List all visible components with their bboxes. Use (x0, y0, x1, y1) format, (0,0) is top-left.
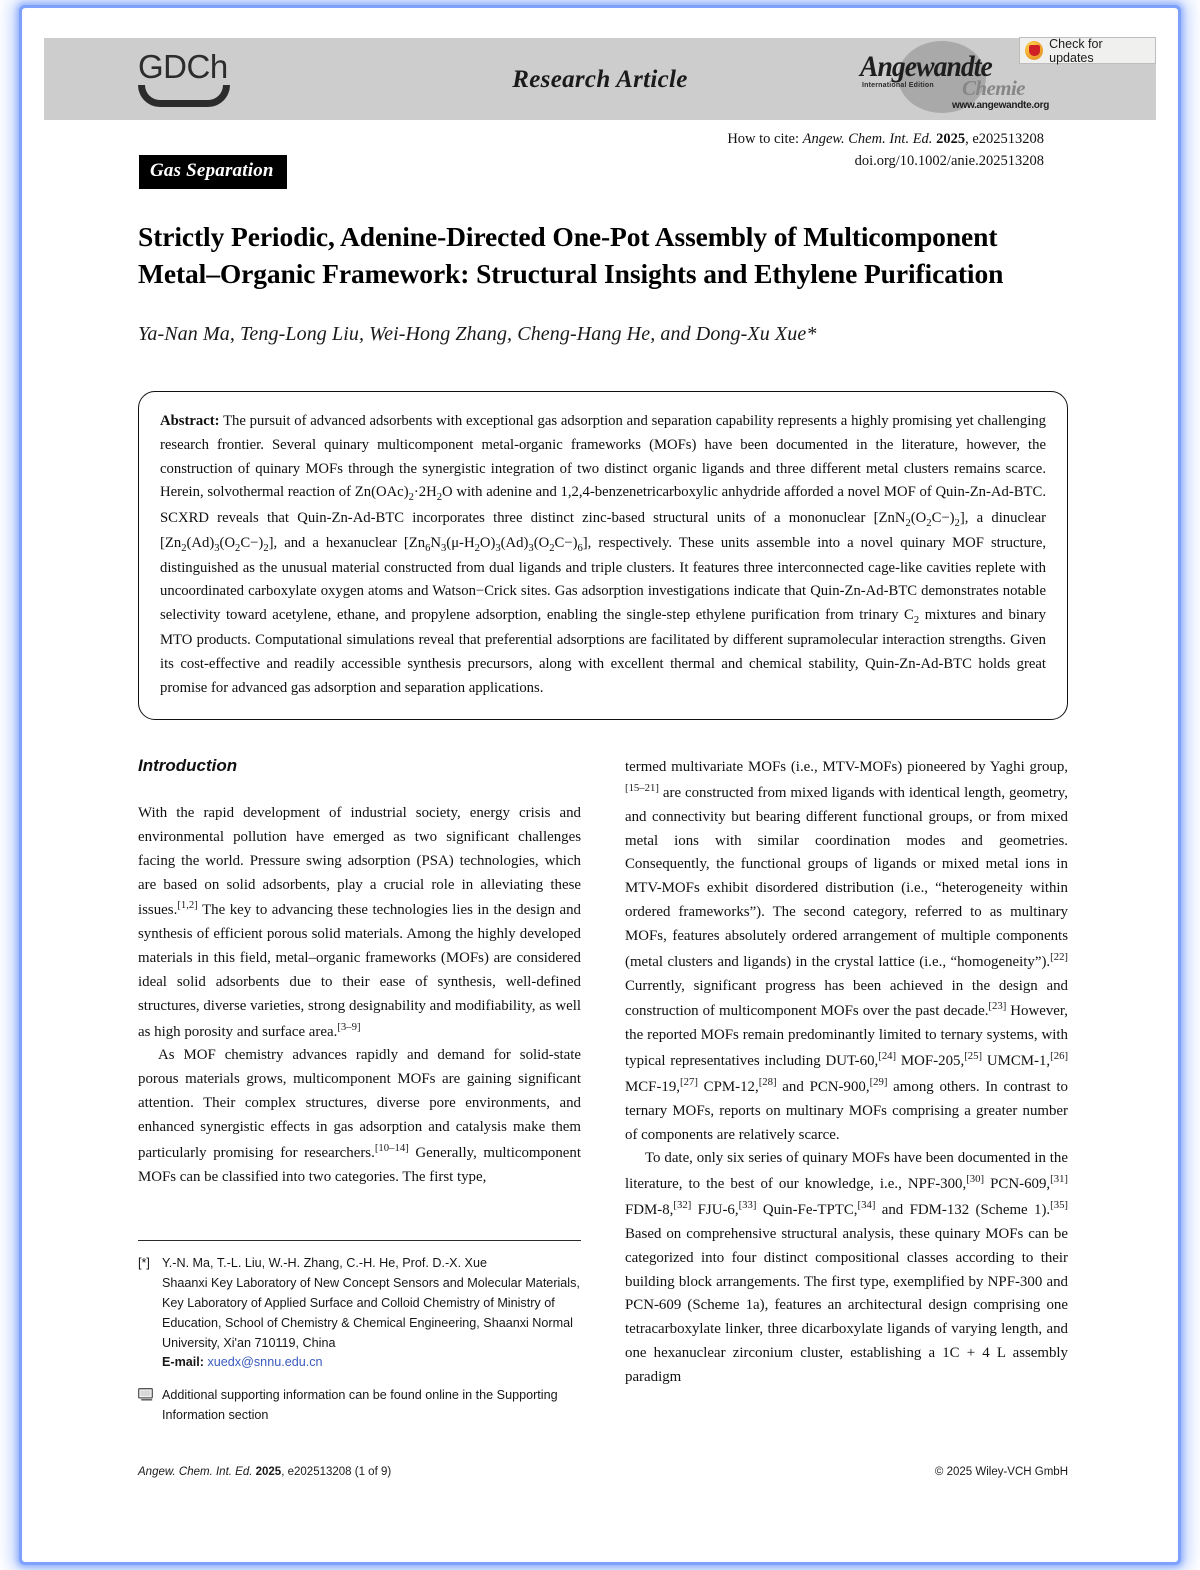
cite-article-id: e202513208 (972, 131, 1044, 147)
supporting-info-row (138, 1386, 581, 1426)
doi-line[interactable]: doi.org/10.1002/anie.202513208 (854, 153, 1044, 170)
supporting-info-note: Additional supporting information can be found online in the Supporting Information section (162, 1388, 558, 1423)
abstract-text: Abstract: The pursuit of advanced adsorbents with exceptional gas adsorption and separation capability represents a highly promising yet challenging research frontier. Several quinary multicomponent metal-organic frameworks (MOFs) have been documented in the literature, however, the construction of quinary MOFs through the synergistic integration of two distinct organic ligands and three different metal clusters remains scarce. Herein, solvothermal reaction of $Zn(OAc)_2\cdot 2H_2O$ with adenine and 1,2,4-benzenetricarboxylic anhydride afforded a novel MOF of Quin-Zn-Ad-BTC. SCXRD reveals that Quin-Zn-Ad-BTC incorporates three distinct zinc-based structural units of a mononuclear $[ZnN_2(O_2C-)_2]$, a dinuclear $[Zn_2(Ad)_3(O_2C-)_2]$, and a hexanuclear $[Zn_6N_3(\mu-H_2O)_3(Ad)_3(O_2C-)_6]$, respectively. These units assemble into a novel quinary MOF structure, distinguished as the unusual material constructed from dual ligands and triple clusters. It features three interconnected cage-like cavities replete with uncoordinated carboxylate oxygen atoms and Watson−Crick sites. Gas adsorption investigations indicate that Quin-Zn-Ad-BTC demonstrates notable selectivity toward acetylene, ethane, and propylene adsorption, enabling the single-step ethylene purification from trinary $C_2$ mixtures and binary MTO products. Computational simulations reveal that preferential adsorptions are facilitated by different supramolecular interaction strengths. Given its cost-effective and readily accessible synthesis precursors, along with excellent thermal and chemical stability, Quin-Zn-Ad-BTC holds great promise for advanced gas adsorption and separation applications. (160, 413, 1047, 696)
citation-ref[interactable]: [31] (1050, 1173, 1068, 1186)
journal-masthead (44, 38, 1156, 120)
angewandte-url: www.angewandte.org (952, 100, 1050, 111)
crossmark-icon (1025, 41, 1043, 60)
citation-ref[interactable]: [35] (1050, 1199, 1068, 1211)
footnote-email-link[interactable]: xuedx@snnu.edu.cn (207, 1355, 323, 1370)
right-column (625, 756, 1068, 1390)
footnote-authors: Y.-N. Ma, T.-L. Liu, W.-H. Zhang, C.-H. He, Prof. D.-X. Xue (162, 1256, 487, 1270)
citation-ref[interactable]: [22] (1050, 950, 1068, 963)
intro-paragraph-4: To date, only six series of quinary MOFs have been documented in the literature, to the best of our knowledge, i.e., NPF-300,[30] PCN-609,[31] FDM-8,[32] FJU-6,[33] Quin-Fe-TPTC,[34] and FDM-132 (Scheme 1).[35] Based on comprehensive structural analysis, these quinary MOFs can be categorized into four distinct compositional classes according to their building block arrangements. The first type, exemplified by NPF-300 and PCN-609 (Scheme 1a), features an architectural design comprising one tetracarboxylate linker, three dicarboxylate ligands of varying length, and one hexanuclear zirconium cluster, establishing a 1C + 4 L assembly paradigm (625, 1150, 1068, 1385)
footer-copyright: © 2025 Wiley-VCH GmbH (934, 1466, 1068, 1478)
citation-ref[interactable]: [28] (758, 1075, 777, 1088)
citation-ref[interactable]: [26] (1050, 1050, 1069, 1063)
intro-paragraph-2: As MOF chemistry advances rapidly and demand for solid-state porous materials grows, multicomponent MOFs are gaining significant attention. Their complex structures, diverse pore environments, and enhanced synergistic effects in gas adsorption and catalysis make them particularly promising for researchers.[10–14] Generally, multicomponent MOFs can be classified into two categories. The first type, (138, 1047, 581, 1185)
footer-article-id: , e202513208 (1 of 9) (281, 1466, 392, 1478)
page-footer (138, 1466, 1068, 1478)
category-badge: Gas Separation (139, 155, 287, 189)
check-for-updates-button[interactable] (1019, 37, 1156, 64)
cite-line: How to cite: Angew. Chem. Int. Ed. 2025, e202513208 (727, 131, 1044, 147)
angewandte-wordmark: Angewandte (860, 50, 992, 83)
footnote-affiliation-row (138, 1254, 581, 1373)
intro-paragraph-1: With the rapid development of industrial society, energy crisis and environmental pollution have emerged as two significant challenges facing the world. Pressure swing adsorption (PSA) technologies, which are based on solid adsorbents, play a crucial role in alleviating these issues.[1,2] The key to advancing these technologies lies in the design and synthesis of efficient porous solid materials. Among the highly developed materials in this field, metal–organic frameworks (MOFs) are considered ideal solid adsorbents due to their ease of synthesis, well-defined structures, diverse varieties, strong designability and modifiability, as well as high porosity and surface area.[3–9] (138, 805, 581, 1040)
footnote-affiliation: Shaanxi Key Laboratory of New Concept Sensors and Molecular Materials, Key Laboratory of Applied Surface and Colloid Chemistry of Ministry of Education, School of Chemistry & Chemical Engineering, Shaanxi Normal University, Xi'an 710119, China (162, 1275, 580, 1350)
footer-year: 2025 (255, 1466, 282, 1478)
citation-ref[interactable]: [30] (966, 1173, 985, 1186)
citation-ref[interactable]: [27] (680, 1075, 698, 1088)
gdch-logo-text: GDCh (138, 48, 228, 85)
article-authors: Ya-Nan Ma, Teng-Long Liu, Wei-Hong Zhang, Cheng-Hang He, and Dong-Xu Xue* (138, 323, 817, 345)
citation-ref[interactable]: [25] (964, 1050, 983, 1063)
paper-page (44, 18, 1156, 1552)
citation-ref[interactable]: [1,2] (177, 899, 198, 912)
article-title: Strictly Periodic, Adenine-Directed One-Pot Assembly of Multicomponent Metal–Organic Framework: Structural Insights and Ethylene Purification (138, 221, 1004, 289)
angewandte-chemie-word: Chemie (962, 76, 1025, 100)
check-for-updates-label: Check for updates (1049, 36, 1103, 65)
cite-journal-ref: Angew. Chem. Int. Ed. (802, 131, 933, 147)
citation-ref[interactable]: [32] (673, 1199, 692, 1211)
footer-citation (138, 1466, 391, 1478)
citation-ref[interactable]: [29] (869, 1075, 888, 1088)
citation-ref[interactable]: [34] (857, 1199, 876, 1211)
cite-year: 2025 (936, 131, 966, 147)
citation-ref[interactable]: [33] (738, 1199, 757, 1211)
article-type-label: Research Article (512, 66, 688, 93)
cite-prefix: How to cite: (727, 131, 799, 147)
footnote-block (138, 1240, 581, 1426)
citation-ref[interactable]: [3–9] (337, 1020, 361, 1033)
abstract-box (138, 391, 1068, 720)
citation-ref[interactable]: [10–14] (374, 1141, 409, 1154)
angewandte-edition-label: International Edition (862, 82, 934, 89)
footnote-affiliation-body (162, 1254, 581, 1373)
abstract-label: Abstract: (160, 413, 220, 429)
citation-ref[interactable]: [15–21] (625, 781, 659, 794)
footer-journal-ref: Angew. Chem. Int. Ed. (138, 1466, 253, 1478)
intro-paragraph-3: termed multivariate MOFs (i.e., MTV-MOFs) pioneered by Yaghi group,[15–21] are constructed from mixed ligands with identical length, geometry, and connectivity but bearing different functional groups, or from mixed metal ions with similar coordination modes and geometries. Consequently, the functional groups of ligands or mixed metal ions in MTV-MOFs exhibit disordered distribution (i.e., “heterogeneity within ordered frameworks”). The second category, referred to as multinary MOFs, features absolutely ordered arrangement of multiple components (metal clusters and ligands) in the crystal lattice (i.e., “homogeneity”).[22] Currently, significant progress has been achieved in the design and construction of multicomponent MOFs over the past decade.[23] However, the reported MOFs remain predominantly limited to ternary systems, with typical representatives including DUT-60,[24] MOF-205,[25] UMCM-1,[26] MCF-19,[27] CPM-12,[28] and PCN-900,[29] among others. In contrast to ternary MOFs, reports on multinary MOFs comprising a greater number of components are relatively scarce. (625, 759, 1069, 1143)
monitor-icon (138, 1388, 154, 1426)
left-column (138, 756, 581, 1189)
introduction-heading: Introduction (138, 756, 238, 775)
footnote-email-label: E-mail: (162, 1355, 204, 1370)
citation-ref[interactable]: [24] (878, 1050, 897, 1063)
citation-ref[interactable]: [23] (988, 1000, 1007, 1013)
footnote-divider (138, 1240, 581, 1241)
footnote-marker: [*] (138, 1256, 150, 1270)
